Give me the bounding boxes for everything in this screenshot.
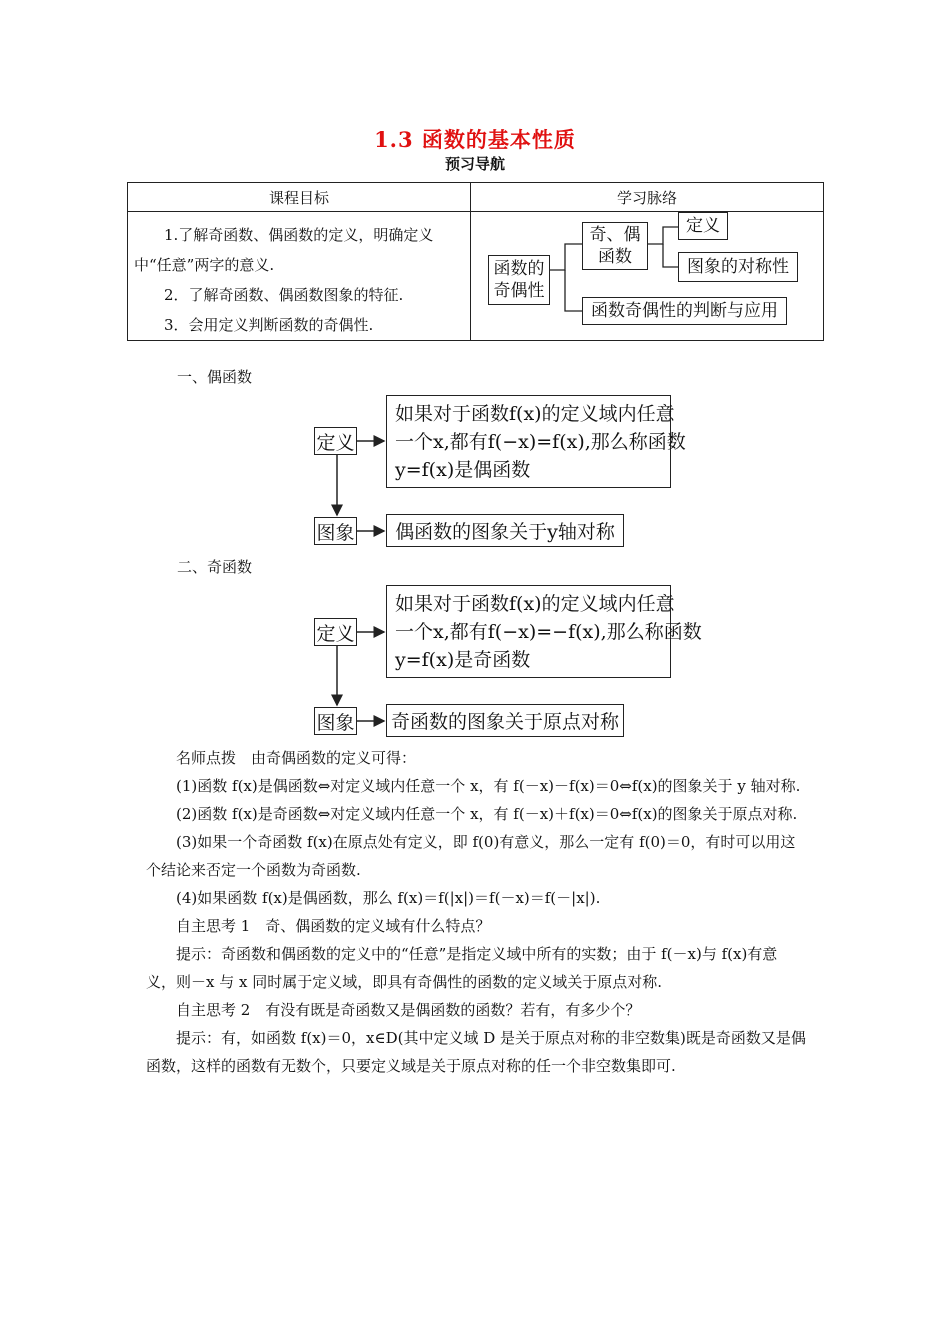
odd-def-line1: 如果对于函数f(x)的定义域内任意 [395,593,675,615]
page-title: 1.3 函数的基本性质 [374,127,576,152]
even-graph-label: 图象 [314,517,357,545]
map-leaf-symmetry: 图象的对称性 [678,252,798,282]
odd-def-line2: 一个x,都有f(−x)=−f(x),那么称函数 [395,621,702,643]
goal-item: 3．会用定义判断函数的奇偶性. [164,316,374,334]
even-def-line3: y=f(x)是偶函数 [395,459,531,481]
map-branch-judgement: 函数奇偶性的判断与应用 [582,297,787,325]
map-branch-odd-even: 奇、偶函数 [582,222,648,270]
page-subtitle: 预习导航 [444,155,505,173]
odd-graph-label: 图象 [314,707,357,735]
answer-2: 提示：有，如函数 f(x)＝0，x∈D(其中定义域 D 是关于原点对称的非空数集)既是奇函数又是偶函数，这样的函数有无数个，只要定义域是关于原点对称的任一个非空数集即可. [146,1029,806,1075]
odd-definition-box [386,585,702,678]
answer-1: 提示：奇函数和偶函数的定义中的“任意”是指定义域中所有的实数；由于 f(－x)与 f(x)有意义，则－x 与 x 同时属于定义域，即具有奇偶性的函数的定义域关于原点对称. [146,945,778,991]
note-item: (2)函数 f(x)是奇函数⇔对定义域内任意一个 x，有 f(－x)＋f(x)＝0⇔f(x)的图象关于原点对称. [176,805,798,823]
odd-def-label: 定义 [314,618,357,646]
question-2: 自主思考 2 有没有既是奇函数又是偶函数的函数？若有，有多少个？ [176,1001,641,1019]
notes-intro: 名师点拨 由奇偶函数的定义可得： [176,749,417,767]
goal-item: 1.了解奇函数、偶函数的定义，明确定义中“任意”两字的意义. [134,226,434,274]
odd-graph-box: 奇函数的图象关于原点对称 [386,704,624,737]
table-header-goals: 课程目标 [128,183,471,212]
table-header-map: 学习脉络 [471,183,824,212]
even-def-line1: 如果对于函数f(x)的定义域内任意 [395,403,675,425]
even-graph-box: 偶函数的图象关于y轴对称 [386,514,624,547]
section-heading-odd: 二、奇函数 [177,558,253,576]
note-item: (3)如果一个奇函数 f(x)在原点处有定义，即 f(0)有意义，那么一定有 f(0)＝0，有时可以用这个结论来否定一个函数为奇函数. [146,833,796,879]
odd-def-line3: y=f(x)是奇函数 [395,649,531,671]
notes-block [146,744,806,1080]
map-root-box: 函数的奇偶性 [488,255,550,305]
section-heading-even: 一、偶函数 [177,368,253,386]
note-item: (1)函数 f(x)是偶函数⇔对定义域内任意一个 x，有 f(－x)－f(x)＝0⇔f(x)的图象关于 y 轴对称. [176,777,801,795]
map-leaf-definition: 定义 [678,212,728,240]
question-1: 自主思考 1 奇、偶函数的定义域有什么特点？ [176,917,491,935]
note-item: (4)如果函数 f(x)是偶函数，那么 f(x)＝f(|x|)＝f(－x)＝f(－|x|). [176,889,601,907]
even-definition-box [386,395,686,488]
even-def-line2: 一个x,都有f(−x)=f(x),那么称函数 [395,431,686,453]
goal-item: 2．了解奇函数、偶函数图象的特征. [164,286,404,304]
even-def-label: 定义 [314,427,357,455]
